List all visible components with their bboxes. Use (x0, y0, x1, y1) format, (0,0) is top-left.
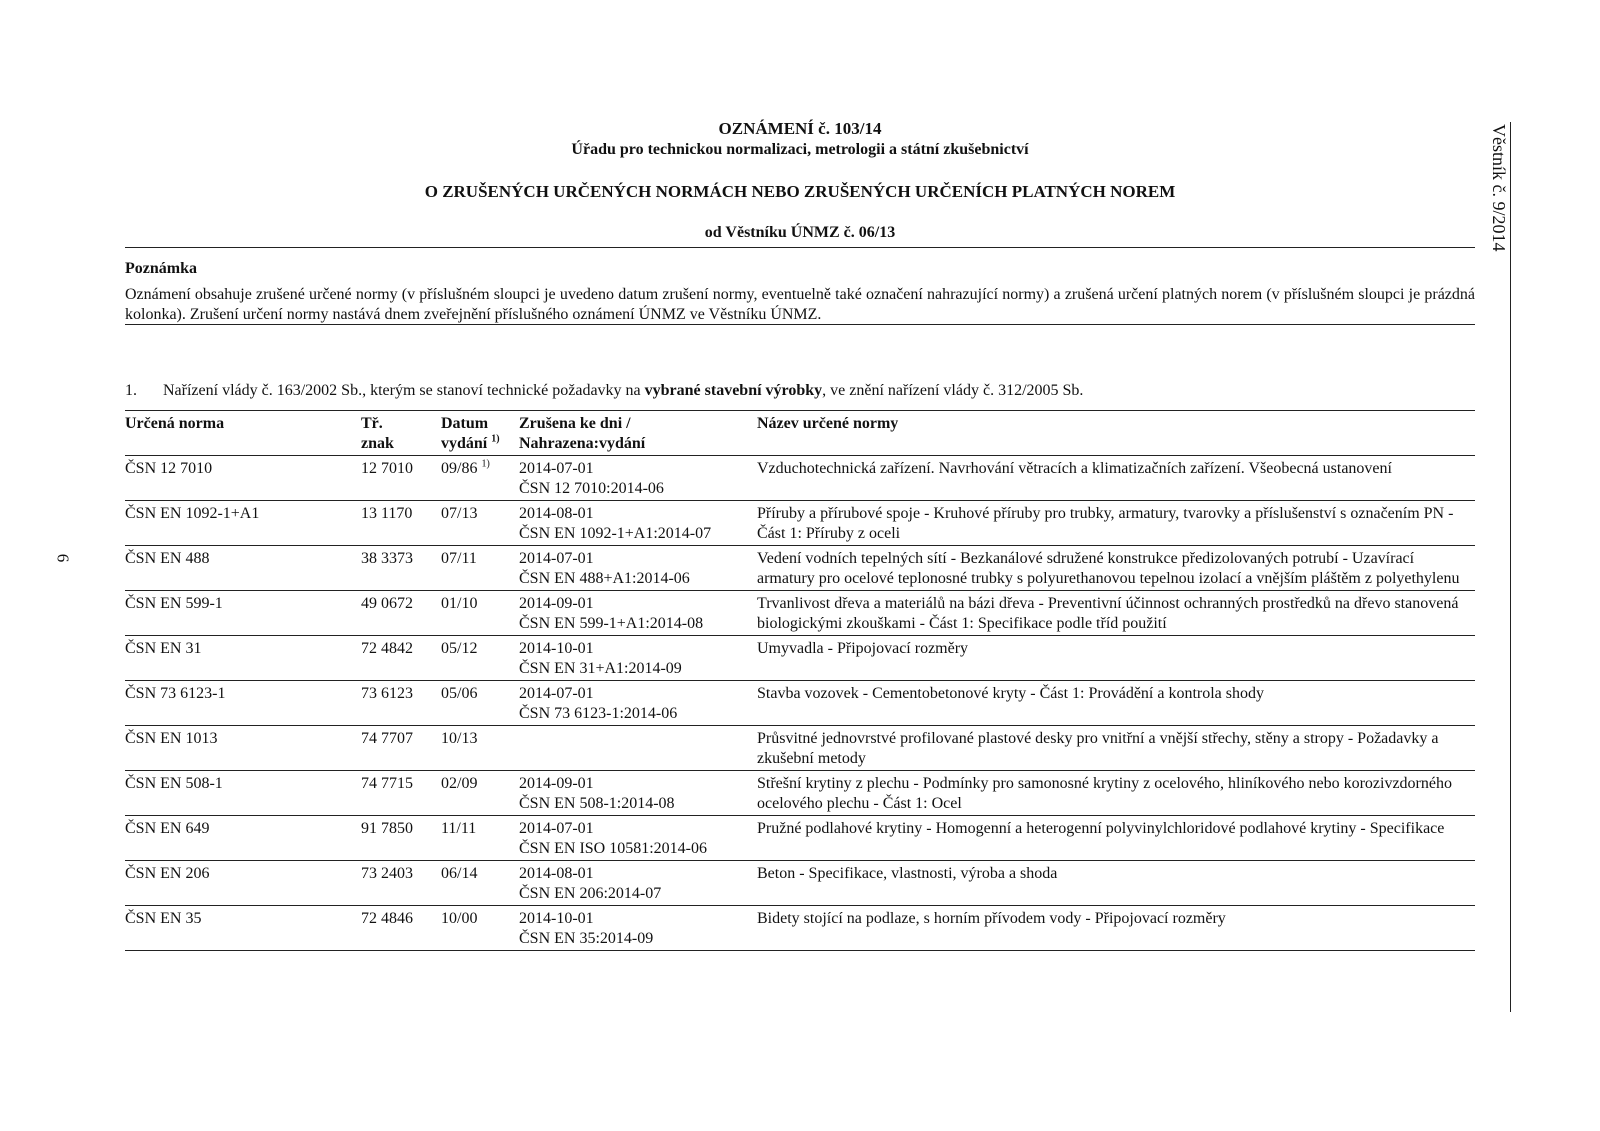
cell-zrusena (519, 591, 757, 636)
cell-datum (441, 456, 519, 501)
norm-title: Vzduchotechnická zařízení. Navrhování větracích a klimatizačních zařízení. Všeobecná ustanovení (757, 460, 1392, 477)
header-znak-line2: znak (361, 435, 394, 452)
cancel-date: 2014-07-01 (519, 820, 594, 837)
norm-title: Beton - Specifikace, vlastnosti, výroba a shoda (757, 865, 1058, 882)
cell-norma (125, 456, 361, 501)
norma-code: ČSN EN 599-1 (125, 595, 223, 612)
cell-nazev (757, 726, 1475, 771)
cell-norma (125, 906, 361, 951)
cell-datum (441, 771, 519, 816)
cell-norma (125, 591, 361, 636)
replacement-norm: ČSN EN 206:2014-07 (519, 885, 662, 902)
norm-title: Průsvitné jednovrstvé profilované plastové desky pro vnitřní a vnější střechy, stěny a stropy - Požadavky a zkušební metody (757, 730, 1439, 767)
norma-code: ČSN EN 488 (125, 550, 210, 567)
class-code: 91 7850 (361, 820, 413, 837)
table-row (125, 636, 1475, 681)
table-row (125, 501, 1475, 546)
cell-znak (361, 906, 441, 951)
norm-title: Pružné podlahové krytiny - Homogenní a heterogenní polyvinylchloridové podlahové krytiny - Specifikace (757, 820, 1445, 837)
header-zrusena-line1: Zrušena ke dni / (519, 415, 631, 432)
cell-nazev (757, 681, 1475, 726)
notice-title: OZNÁMENÍ č. 103/14 (718, 119, 882, 138)
norma-code: ČSN EN 1013 (125, 730, 218, 747)
issue-date: 07/13 (441, 505, 478, 522)
cell-nazev (757, 456, 1475, 501)
norma-code: ČSN EN 649 (125, 820, 210, 837)
cell-znak (361, 861, 441, 906)
cell-zrusena (519, 726, 757, 771)
cell-nazev (757, 906, 1475, 951)
cancel-date: 2014-07-01 (519, 685, 594, 702)
cell-znak (361, 636, 441, 681)
norma-code: ČSN EN 1092-1+A1 (125, 505, 260, 522)
header-znak (361, 411, 441, 456)
cell-datum (441, 861, 519, 906)
class-code: 72 4846 (361, 910, 413, 927)
cell-nazev (757, 501, 1475, 546)
issue-date: 01/10 (441, 595, 478, 612)
issue-date: 07/11 (441, 550, 477, 567)
table-row (125, 861, 1475, 906)
class-code: 72 4842 (361, 640, 413, 657)
table-header-row (125, 411, 1475, 456)
cell-datum (441, 726, 519, 771)
cell-zrusena (519, 546, 757, 591)
norma-code: ČSN EN 508-1 (125, 775, 223, 792)
class-code: 38 3373 (361, 550, 413, 567)
cell-zrusena (519, 816, 757, 861)
cell-znak (361, 546, 441, 591)
cancel-date: 2014-07-01 (519, 460, 594, 477)
class-code: 12 7010 (361, 460, 413, 477)
norma-code: ČSN 73 6123-1 (125, 685, 226, 702)
cell-norma (125, 681, 361, 726)
table-row (125, 906, 1475, 951)
section-text-before: Nařízení vlády č. 163/2002 Sb., kterým se stanoví technické požadavky na (163, 382, 645, 399)
issue-date-footnote: 1) (481, 458, 490, 470)
norm-title: Stavba vozovek - Cementobetonové kryty - Část 1: Provádění a kontrola shody (757, 685, 1265, 702)
cancel-date: 2014-07-01 (519, 550, 594, 567)
cell-datum (441, 681, 519, 726)
norm-title: Bidety stojící na podlaze, s horním přívodem vody - Připojovací rozměry (757, 910, 1226, 927)
header-datum-footnote: 1) (491, 433, 500, 445)
norma-code: ČSN EN 206 (125, 865, 210, 882)
cell-norma (125, 636, 361, 681)
cell-znak (361, 771, 441, 816)
replacement-norm: ČSN EN 35:2014-09 (519, 930, 654, 947)
class-code: 74 7707 (361, 730, 413, 747)
cancel-date: 2014-08-01 (519, 505, 594, 522)
page-number: 6 (53, 553, 73, 563)
header-znak-line1: Tř. (361, 415, 383, 432)
cell-norma (125, 546, 361, 591)
replacement-norm: ČSN EN 508-1:2014-08 (519, 795, 675, 812)
note-divider (125, 324, 1475, 325)
cell-datum (441, 636, 519, 681)
issue-date: 06/14 (441, 865, 478, 882)
cell-norma (125, 501, 361, 546)
norms-table (125, 410, 1475, 951)
notice-reference: od Věstníku ÚNMZ č. 06/13 (704, 224, 896, 241)
cell-datum (441, 906, 519, 951)
replacement-norm: ČSN EN 1092-1+A1:2014-07 (519, 525, 712, 542)
cell-zrusena (519, 681, 757, 726)
cell-znak (361, 816, 441, 861)
side-divider (1510, 122, 1511, 1012)
cell-nazev (757, 861, 1475, 906)
class-code: 73 6123 (361, 685, 413, 702)
issue-date: 05/06 (441, 685, 478, 702)
cell-datum (441, 501, 519, 546)
issue-date: 11/11 (441, 820, 477, 837)
cell-znak (361, 726, 441, 771)
replacement-norm: ČSN EN ISO 10581:2014-06 (519, 840, 708, 857)
cell-nazev (757, 816, 1475, 861)
replacement-norm: ČSN 73 6123-1:2014-06 (519, 705, 678, 722)
cancel-date: 2014-08-01 (519, 865, 594, 882)
section-number: 1. (125, 382, 137, 399)
cell-zrusena (519, 861, 757, 906)
norm-title: Střešní krytiny z plechu - Podmínky pro samonosné krytiny z ocelového, hliníkového nebo korozivzdorného ocelového plechu - Část 1: Ocel (757, 775, 1452, 812)
cell-datum (441, 591, 519, 636)
table-row (125, 681, 1475, 726)
cell-nazev (757, 591, 1475, 636)
header-norma: Určená norma (125, 415, 225, 432)
norma-code: ČSN EN 31 (125, 640, 202, 657)
cell-zrusena (519, 456, 757, 501)
cancel-date: 2014-10-01 (519, 910, 594, 927)
table-row (125, 771, 1475, 816)
cell-datum (441, 546, 519, 591)
class-code: 73 2403 (361, 865, 413, 882)
replacement-norm: ČSN EN 31+A1:2014-09 (519, 660, 682, 677)
cell-nazev (757, 546, 1475, 591)
replacement-norm: ČSN 12 7010:2014-06 (519, 480, 664, 497)
note-title: Poznámka (125, 260, 197, 277)
header-datum-line2: vydání (441, 435, 488, 452)
header-zrusena-line2: Nahrazena:vydání (519, 435, 646, 452)
header-datum-line1: Datum (441, 415, 489, 432)
cancel-date: 2014-09-01 (519, 595, 594, 612)
cell-datum (441, 816, 519, 861)
cell-zrusena (519, 771, 757, 816)
norm-title: Příruby a přírubové spoje - Kruhové příruby pro trubky, armatury, tvarovky a příslušenství s označením PN - Část 1: Příruby z oceli (757, 505, 1454, 542)
cell-znak (361, 456, 441, 501)
table-row (125, 726, 1475, 771)
table-row (125, 456, 1475, 501)
table-row (125, 546, 1475, 591)
norma-code: ČSN 12 7010 (125, 460, 213, 477)
replacement-norm: ČSN EN 599-1+A1:2014-08 (519, 615, 704, 632)
norma-code: ČSN EN 35 (125, 910, 202, 927)
class-code: 74 7715 (361, 775, 413, 792)
cell-nazev (757, 771, 1475, 816)
section-text-bold: vybrané stavební výrobky (644, 382, 823, 399)
replacement-norm: ČSN EN 488+A1:2014-06 (519, 570, 690, 587)
class-code: 13 1170 (361, 505, 413, 522)
issue-date: 05/12 (441, 640, 478, 657)
header-divider (125, 247, 1475, 248)
note-text: Oznámení obsahuje zrušené určené normy (v příslušném sloupci je uvedeno datum zrušení normy, eventuelně také označení nahrazující normy) a zrušená určení platných norem (v příslušném sloupci je prázdná kolonka). Zrušení určení normy nastává dnem zveřejnění příslušného oznámení ÚNMZ ve Věstníku ÚNMZ. (125, 286, 1475, 323)
cancel-date: 2014-10-01 (519, 640, 594, 657)
class-code: 49 0672 (361, 595, 413, 612)
cell-norma (125, 861, 361, 906)
cell-zrusena (519, 501, 757, 546)
cell-norma (125, 726, 361, 771)
office-name: Úřadu pro technickou normalizaci, metrologii a státní zkušebnictví (571, 141, 1029, 158)
norm-title: Trvanlivost dřeva a materiálů na bázi dřeva - Preventivní účinnost ochranných prostředků na dřevo stanovená biologickými zkouškami - Část 1: Specifikace podle tříd použití (757, 595, 1459, 632)
header-nazev: Název určené normy (757, 415, 899, 432)
section-text-after: , ve znění nařízení vlády č. 312/2005 Sb. (822, 382, 1084, 399)
cell-norma (125, 771, 361, 816)
cell-znak (361, 681, 441, 726)
norm-title: Umyvadla - Připojovací rozměry (757, 640, 969, 657)
header-zrusena (519, 411, 757, 456)
table-row (125, 816, 1475, 861)
header-datum (441, 411, 519, 456)
issue-date: 02/09 (441, 775, 478, 792)
section-heading (125, 382, 1475, 400)
cell-zrusena (519, 906, 757, 951)
table-row (125, 591, 1475, 636)
bulletin-label: Věstník č. 9/2014 (1489, 124, 1509, 252)
issue-date: 09/86 (441, 460, 478, 477)
cell-znak (361, 591, 441, 636)
cell-nazev (757, 636, 1475, 681)
cell-znak (361, 501, 441, 546)
issue-date: 10/00 (441, 910, 478, 927)
cell-norma (125, 816, 361, 861)
cell-zrusena (519, 636, 757, 681)
issue-date: 10/13 (441, 730, 478, 747)
cancel-date: 2014-09-01 (519, 775, 594, 792)
norm-title: Vedení vodních tepelných sítí - Bezkanálové sdružené konstrukce předizolovaných potrubí - Uzavírací armatury pro ocelové teplonosné trubky s polyurethanovou tepelnou izolací a vnějším pláštěm z polyethylenu (757, 550, 1460, 587)
notice-subject: O ZRUŠENÝCH URČENÝCH NORMÁCH NEBO ZRUŠENÝCH URČENÍCH PLATNÝCH NOREM (424, 182, 1176, 201)
